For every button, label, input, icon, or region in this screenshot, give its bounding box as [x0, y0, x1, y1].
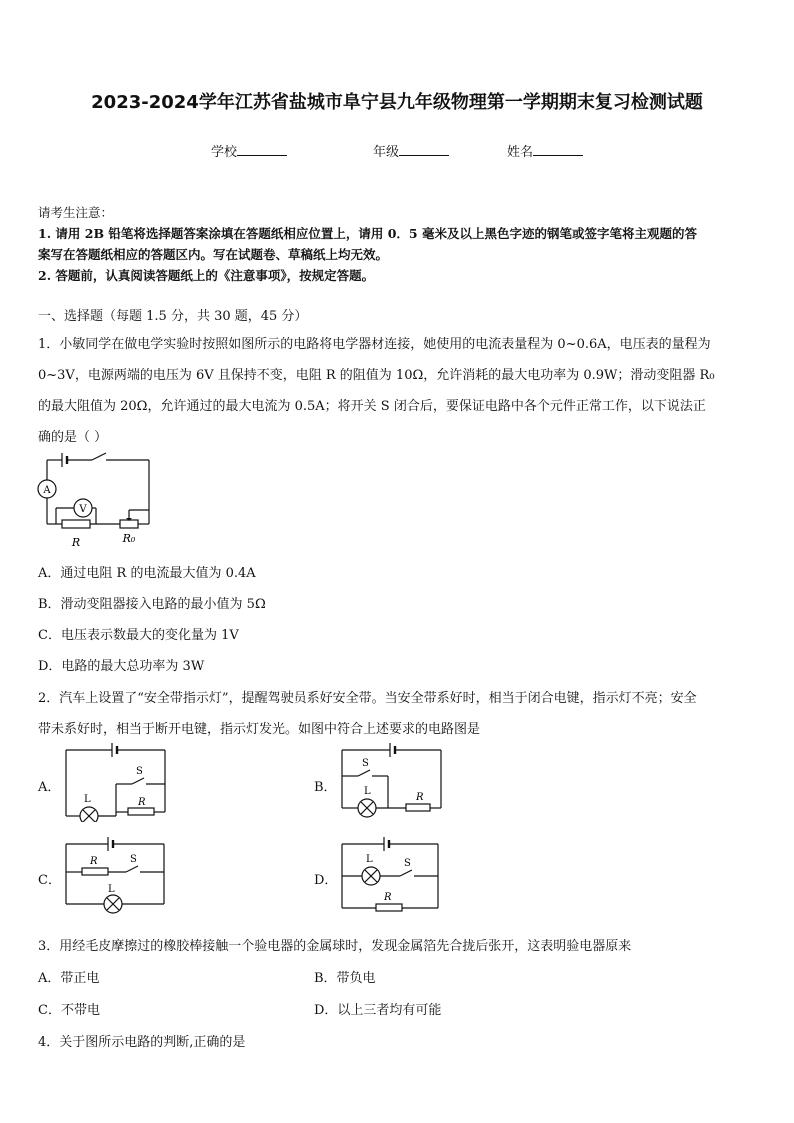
q3-option-b[interactable]: B．带负电 — [314, 971, 376, 986]
q1-line2: 0~3V，电源两端的电压为 6V 且保持不变，电阻 R 的阻值为 10Ω，允许消耗的最大电功率为 0.9W；滑动变阻器 R₀ — [38, 368, 715, 383]
voltmeter-label: V — [79, 504, 87, 515]
q2-option-a-label[interactable]: A． — [38, 780, 61, 795]
page-title: 2023-2024学年江苏省盐城市阜宁县九年级物理第一学期期末复习检测试题 — [91, 92, 703, 113]
q1-option-c[interactable]: C．电压表示数最大的变化量为 1V — [38, 628, 239, 643]
q2-circuit-a[interactable] — [62, 742, 170, 822]
switch-label: S — [130, 854, 137, 865]
q3-option-d[interactable]: D．以上三者均有可能 — [314, 1003, 442, 1018]
q2-option-b-label[interactable]: B． — [314, 780, 337, 795]
name-blank[interactable] — [533, 143, 583, 156]
grade-blank[interactable] — [399, 143, 449, 156]
q2-circuit-c[interactable] — [62, 836, 170, 918]
switch-label: S — [136, 766, 143, 777]
ammeter-label: A — [43, 485, 51, 496]
switch-label: S — [404, 858, 411, 869]
q1-line1: 1．小敏同学在做电学实验时按照如图所示的电路将电学器材连接，她使用的电流表量程为 0~0.6A，电压表的量程为 — [38, 337, 711, 352]
q1-circuit-figure — [34, 448, 154, 548]
resistor-label: R — [416, 792, 424, 803]
name-field — [507, 141, 583, 160]
q2-line2: 带未系好时，相当于断开电键，指示灯发光。如图中符合上述要求的电路图是 — [38, 722, 481, 737]
notice-heading: 请考生注意： — [38, 205, 114, 220]
resistor-label: R — [90, 856, 98, 867]
q3-option-a[interactable]: A．带正电 — [38, 971, 100, 986]
q2-line1: 2．汽车上设置了“安全带指示灯”，提醒驾驶员系好安全带。当安全带系好时，相当于闭合电键，指示灯不亮；安全 — [38, 691, 697, 706]
resistor-label: R — [138, 797, 146, 808]
school-field — [211, 141, 287, 160]
q2-circuit-d[interactable] — [338, 836, 446, 918]
notice-item1-line1: 1. 请用 2B 铅笔将选择题答案涂填在答题纸相应位置上，请用 0．5 毫米及以上黑色字迹的钢笔或签字笔将主观题的答 — [38, 226, 697, 241]
q1-option-a[interactable]: A．通过电阻 R 的电流最大值为 0.4A — [38, 566, 256, 581]
q2-option-c-label[interactable]: C． — [38, 873, 61, 888]
rheostat-label: R₀ — [122, 532, 136, 545]
q1-line4: 确的是（ ） — [38, 430, 108, 445]
lamp-label: L — [84, 794, 91, 805]
grade-field — [373, 141, 449, 160]
lamp-label: L — [364, 786, 371, 797]
resistor-label: R — [384, 892, 392, 903]
resistor-label: R — [71, 536, 81, 548]
q3-stem: 3．用经毛皮摩擦过的橡胶棒接触一个验电器的金属球时，发现金属箔先合拢后张开，这表明验电器原来 — [38, 939, 632, 954]
notice-item1-line2: 案写在答题纸相应的答题区内。写在试题卷、草稿纸上均无效。 — [38, 247, 389, 262]
q2-circuit-b[interactable] — [338, 742, 446, 822]
notice-item2: 2. 答题前，认真阅读答题纸上的《注意事项》，按规定答题。 — [38, 268, 375, 283]
name-label: 姓名 — [507, 145, 534, 160]
q4-stem: 4．关于图所示电路的判断,正确的是 — [38, 1035, 246, 1050]
q1-line3: 的最大阻值为 20Ω，允许通过的最大电流为 0.5A；将开关 S 闭合后，要保证电路中各个元件正常工作，以下说法正 — [38, 399, 706, 414]
lamp-label: L — [108, 884, 115, 895]
q1-option-b[interactable]: B．滑动变阻器接入电路的最小值为 5Ω — [38, 597, 266, 612]
school-blank[interactable] — [237, 143, 287, 156]
q1-option-d[interactable]: D．电路的最大总功率为 3W — [38, 659, 205, 674]
section-heading: 一、选择题（每题 1.5 分，共 30 题，45 分） — [38, 309, 308, 324]
grade-label: 年级 — [373, 145, 400, 160]
q3-option-c[interactable]: C．不带电 — [38, 1003, 100, 1018]
resistor-symbol — [62, 520, 90, 528]
q2-option-d-label[interactable]: D． — [314, 873, 338, 888]
lamp-label: L — [366, 854, 373, 865]
school-label: 学校 — [211, 145, 238, 160]
switch-label: S — [362, 758, 369, 769]
rheostat-symbol — [120, 520, 138, 528]
